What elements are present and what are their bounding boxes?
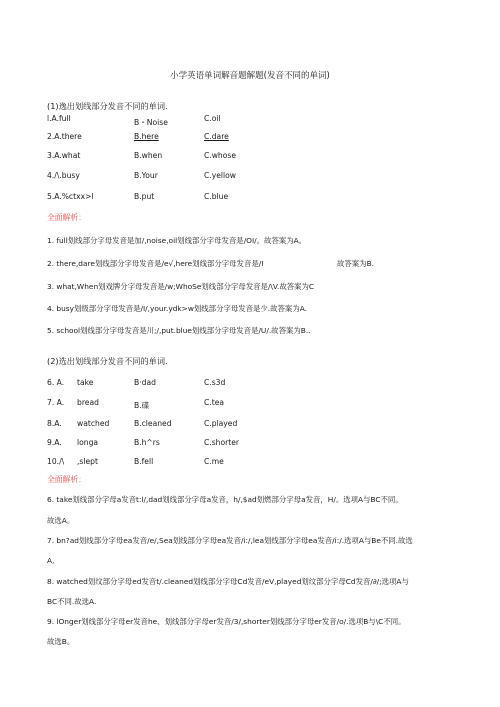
option-c: C.s3d — [204, 378, 226, 387]
question-number: 7. A. — [47, 398, 65, 407]
option-b: B.fell — [134, 457, 154, 466]
option-c: C.blue — [204, 192, 229, 201]
question-row — [47, 171, 467, 183]
option-a: ,slept — [77, 457, 98, 466]
explanation-line: 7. bn?ad划线部分字母ea发音/e/,Sea划线部分字母ea发音/i:/,lea划线部分字母ea发音/i:/.选项A与Be不同.故选 — [47, 536, 413, 545]
option-b: B・Noise — [134, 118, 168, 127]
explanation-line: A, — [47, 556, 55, 565]
option-c: C.me — [204, 457, 224, 466]
question-number: 6. A. — [47, 378, 65, 387]
analysis-label: 全面解析： — [47, 213, 86, 222]
option-c: C.tea — [204, 398, 225, 407]
option-a: 5.A.%ctxx>l — [47, 192, 94, 201]
section2-heading: (2)选出划线部分发音不同的单词. — [47, 356, 168, 366]
explanation-line: 9. lOnger划线部分字母er发音he、划线部分字母er发音/3/,shorter划线部分字母er发音/o/.选项B与\C不同。 — [47, 617, 406, 626]
option-a: l.A.full — [47, 114, 71, 123]
option-b: B.cleaned — [134, 419, 172, 428]
option-c: C.shorter — [204, 438, 240, 447]
option-a: 2.A.there — [47, 132, 82, 141]
document-title: 小学英语单词解音题解题(发音不同的单词) — [170, 71, 330, 81]
explanation-line: 5. school划线部分字母发音是川;/,put.blue划线部分字母发音是/U/.故答案为B.. — [47, 326, 311, 335]
explanation-line: 4. busy划级部分字母发音是/I/,your.ydk>w划线部分字母发音是少.故答案为A. — [47, 304, 307, 313]
question-row — [47, 438, 467, 450]
question-number: 10./\ — [47, 457, 65, 466]
option-b: B.碟 — [134, 401, 150, 410]
analysis-label: 全面解析： — [47, 475, 86, 484]
explanation-line: 故选A。 — [47, 516, 75, 525]
question-row — [47, 457, 467, 469]
explanation-line: 故选B。 — [47, 637, 75, 646]
option-c: C.yellow — [204, 171, 236, 180]
option-b: B.put — [134, 192, 155, 201]
question-row — [47, 151, 467, 163]
option-a: watched — [77, 419, 110, 428]
option-a: 4./\.busy — [47, 171, 80, 180]
option-a: 3.A.what — [47, 151, 81, 160]
explanation-line: 8. watched划纹部分字母ed发音t/.cleaned划线部分字母Cd发音/eV,played划纹部分字母Cd发音/∂/;选项A与 — [47, 577, 409, 586]
explanation-line: 1. full划线部分字母发音是加/,noise,oil划线部分字母发音是/OI/。故答案为A。 — [47, 236, 307, 245]
section1-heading: (1)逸出划线部分发音不同的单词. — [47, 101, 168, 111]
question-number: 9.A. — [47, 438, 62, 447]
question-row — [47, 192, 467, 204]
question-row — [47, 132, 467, 144]
option-b: B·dad — [134, 378, 156, 387]
option-a: take — [77, 378, 94, 387]
question-number: 8.A. — [47, 419, 62, 428]
explanation-main: 2. there,dare划线部分字母发音是/e√,here划线部分字母发音是/I — [47, 259, 264, 268]
option-c: C.dare — [204, 132, 229, 141]
explanation-line: 6. take划线部分字母a发音t:l/,dad划线部分字母a发音，h/,$ad划燃部分字母a发音，H/。选项A与BC不同。 — [47, 495, 403, 504]
explanation-answer: 故答案为B. — [337, 259, 374, 268]
option-a: longa — [77, 438, 99, 447]
option-c: C.whose — [204, 151, 237, 160]
question-row — [47, 419, 467, 431]
option-b: B.when — [134, 151, 163, 160]
option-c: C.played — [204, 419, 238, 428]
option-b: B.Your — [134, 171, 158, 180]
explanation-line: 3. what,When划戏牌分字母发音是/w;WhoSe划线部分字母发音是/\V.故答案为C — [47, 282, 315, 291]
option-c: C.oil — [204, 114, 221, 123]
explanation-line — [47, 258, 462, 269]
option-b: B.here — [134, 132, 159, 141]
option-b: B.h^rs — [134, 438, 160, 447]
explanation-line: BC不同.故选A. — [47, 597, 97, 606]
question-row — [47, 114, 467, 126]
question-row — [47, 398, 467, 410]
option-a: bread — [77, 398, 99, 407]
question-row — [47, 378, 467, 390]
